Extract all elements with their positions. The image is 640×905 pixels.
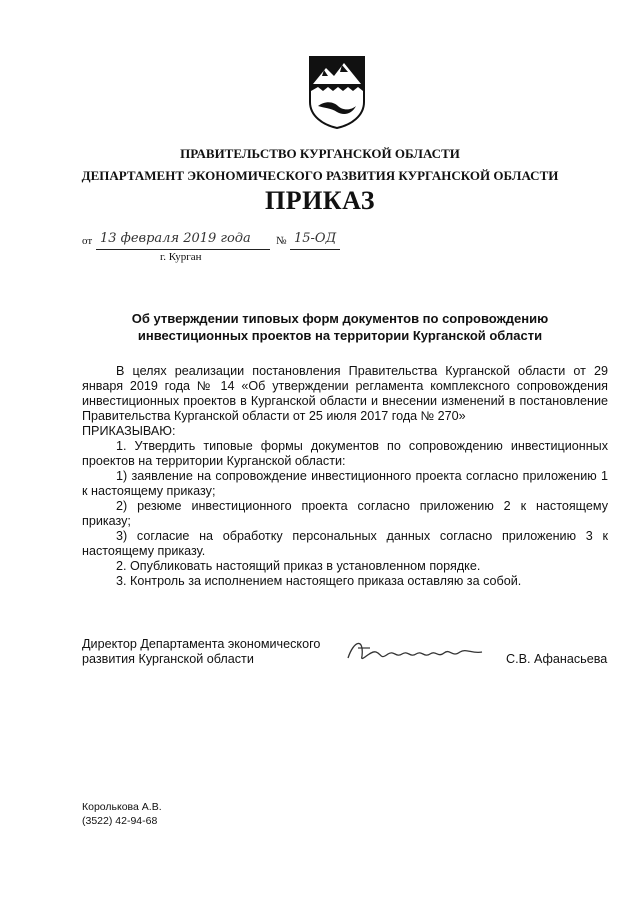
document-title (60, 310, 620, 344)
executor-name: Королькова А.В. (82, 801, 162, 813)
date-underline (96, 249, 270, 250)
position-line-2: развития Курганской области (82, 652, 254, 666)
title-line-1: Об утверждении типовых форм документов по сопровождению (131, 311, 549, 326)
date-handwritten: 13 февраля 2019 года (100, 231, 251, 246)
item-2: 2. Опубликовать настоящий приказ в установленном порядке. (116, 559, 481, 573)
handwritten-signature (340, 630, 490, 670)
item-1: 1. Утвердить типовые формы документов по сопровождению инвестиционных проектов на территории Курганской области: (82, 439, 608, 468)
item-1-subitem-2: 2) резюме инвестиционного проекта согласно приложению 2 к настоящему приказу; (82, 499, 608, 528)
executor-phone: (3522) 42-94-68 (82, 815, 158, 827)
signatory-position (82, 637, 320, 667)
document-body (82, 364, 608, 589)
executor-info (82, 800, 162, 828)
city: г. Курган (160, 251, 202, 263)
position-line-1: Директор Департамента экономического (82, 637, 321, 651)
item-3: 3. Контроль за исполнением настоящего приказа оставляю за собой. (116, 574, 522, 588)
item-1-subitem-3: 3) согласие на обработку персональных данных согласно приложению 3 к настоящему приказу. (82, 529, 608, 558)
coat-of-arms-emblem (306, 54, 368, 130)
number-handwritten: 15-ОД (294, 231, 337, 246)
document-type: ПРИКАЗ (264, 186, 376, 215)
number-prefix: № (276, 235, 287, 247)
department-name: ДЕПАРТАМЕНТ ЭКОНОМИЧЕСКОГО РАЗВИТИЯ КУРГАНСКОЙ ОБЛАСТИ (81, 168, 559, 183)
order-word: ПРИКАЗЫВАЮ: (82, 424, 176, 438)
title-line-2: инвестиционных проектов на территории Курганской области (137, 328, 543, 343)
number-underline (290, 249, 340, 250)
date-prefix: от (82, 235, 93, 247)
item-1-subitem-1: 1) заявление на сопровождение инвестиционного проекта согласно приложению 1 к настоящему приказу; (82, 469, 608, 498)
preamble-paragraph: В целях реализации постановления Правительства Курганской области от 29 января 2019 года № 14 «Об утверждении регламента комплексного сопровождения инвестиционных проектов в Курганской области и внесении изменений в постановление Правительства Курганской области от 25 июля 2017 года № 270» (82, 364, 608, 423)
signatory-name: С.В. Афанасьева (506, 652, 608, 666)
government-name: ПРАВИТЕЛЬСТВО КУРГАНСКОЙ ОБЛАСТИ (180, 146, 460, 161)
